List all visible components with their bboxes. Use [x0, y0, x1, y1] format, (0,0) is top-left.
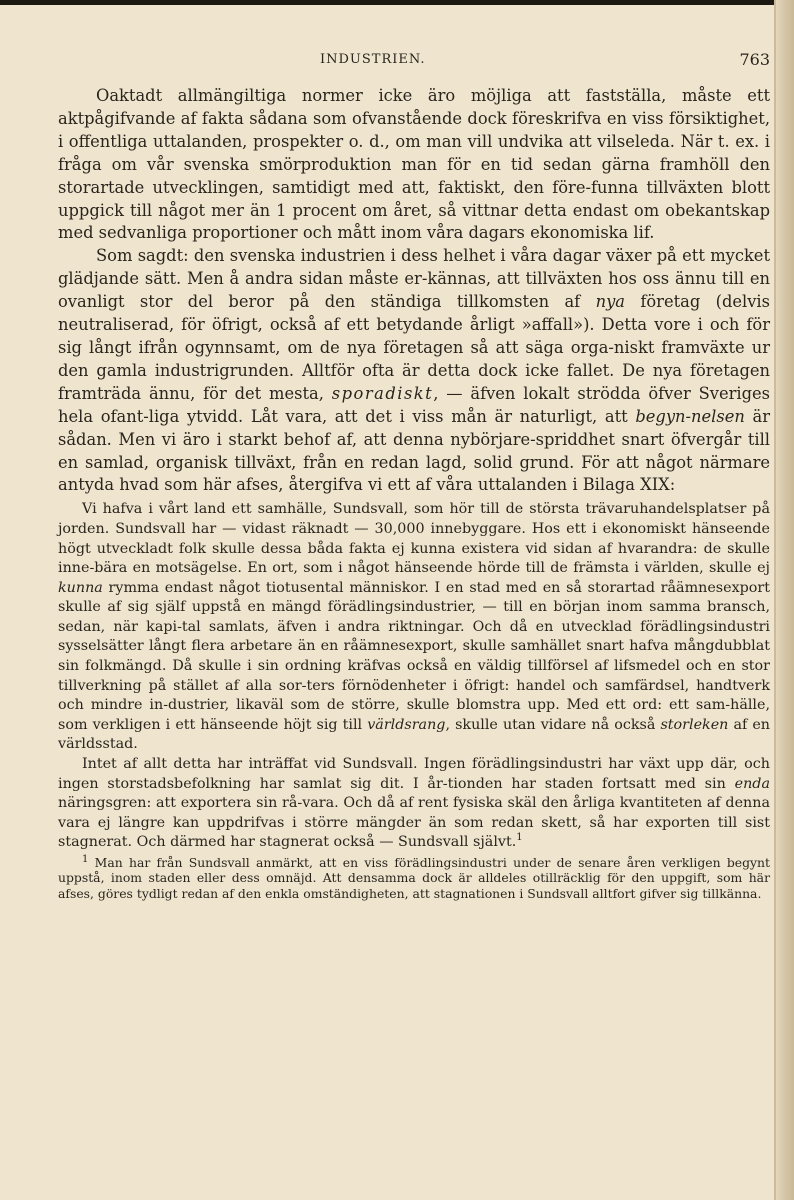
quote-paragraph-1	[58, 500, 770, 755]
paragraph-1: Oaktadt allmängiltiga normer icke äro möjliga att fastställa, måste ett aktpågifvande af fakta sådana som ofvanstående dock föreskrifva en viss försiktighet, i offentliga uttalanden, prospekter o. d., om man vill undvika att vilseleda. När t. ex. i fråga om vår svenska smörproduktion man för en tid sedan gärna framhöll den storartade utvecklingen, samtidigt med att, faktiskt, den före-funna tillväxten blott uppgick till något mer än 1 procent om året, så vittnar detta endast om obekantskap med sedvanliga proportioner och mått inom våra dagars ekonomiska lif.	[58, 86, 770, 243]
running-title: INDUSTRIEN.	[320, 52, 426, 67]
body-text	[58, 85, 770, 901]
emphasis-nya: nya	[595, 292, 625, 312]
page-header	[58, 50, 770, 72]
quote-paragraph-2	[58, 755, 770, 853]
emphasis-varldsrang: världsrang	[367, 716, 446, 733]
emphasis-enda: enda	[734, 775, 770, 792]
quote-1-text: Vi hafva i vårt land ett samhälle, Sundsvall, som hör till de största trävaruhandelsplatser på jorden. Sundsvall har — vidast räknadt — 30,000 innebyggare. Hos ett i ekonomiskt hänseende högt utveckladt folk skulle dessa båda fakta ej kunna existera vid sidan af hvarandra: de skulle inne-bära en motsägelse. En ort, som i något hänseende hörde till de främsta i världen, skulle ej	[58, 501, 770, 577]
emphasis-sporadiskt: sporadiskt	[331, 383, 434, 403]
paragraph-2-text: företag (delvis neutraliserad, för öfrigt, också af ett betydande årligt »affall»). Detta vore i och för sig långt ifrån ogynnsamt, om de nya företagen så att säga orga-niskt framväxte ur den gamla industrigrunden. Alltför ofta är detta dock icke fallet. De nya företagen framträda ännu, för det mesta,	[58, 292, 770, 403]
paragraph-2	[58, 245, 770, 497]
paragraph-2-text: Som sagdt: den svenska industrien i dess helhet i våra dagar växer på ett mycket glädjande sätt. Men å andra sidan måste er-kännas, att tillväxten hos oss ännu till en ovanligt stor del beror på den ständiga tillkomsten af	[58, 246, 770, 312]
footnote-reference: 1	[516, 832, 523, 844]
page-gutter-edge	[776, 0, 794, 1200]
page-top-edge	[0, 0, 794, 5]
footnote-text: Man har från Sundsvall anmärkt, att en viss förädlingsindustri under de senare åren verkligen begynt uppstå, inom staden eller dess omnäjd. Att densamma dock är alldeles otillräcklig för den uppgift, som här afses, göres tydligt redan af den enkla omständigheten, att stagnationen i Sundsvall alltfort gifver sig tillkänna.	[58, 855, 770, 901]
quote-2-text: Intet af allt detta har inträffat vid Sundsvall. Ingen förädlingsindustri har växt upp där, och ingen storstadsbefolkning har samlat sig dit. I år-tionden har staden fortsatt med sin	[58, 756, 770, 792]
emphasis-kunna: kunna	[58, 579, 103, 596]
quote-1-text: , skulle utan vidare nå också	[445, 716, 661, 733]
paragraph-2-text: är sådan. Men vi äro i starkt behof af, att denna nybörjare-spriddhet snart öfvergår till en samlad, organisk tillväxt, från en redan lagd, solid grund. För att något närmare antyda hvad som här afses, återgifva vi ett af våra uttalanden i Bilaga XIX:	[58, 406, 771, 495]
quote-2-text: näringsgren: att exportera sin rå-vara. Och då af rent fysiska skäl den årliga kvantiteten af denna vara ej längre kan uppdrifvas i större mängder än som redan skett, så har exporten till sist stagnerat. Och därmed har stagnerat också — Sundsvall självt.	[58, 795, 770, 851]
paragraph-2-text: , — äfven lokalt strödda öfver Sveriges hela ofant-liga ytvidd. Låt vara, att det i viss mån är naturligt, att	[58, 383, 770, 426]
quote-1-text: rymma endast något tiotusental människor. I en stad med en så storartad råämnesexport skulle af sig själf uppstå en mängd förädlingsindustrier, — till en början inom samma bransch, sedan, när kapi-tal samlats, äfven i andra riktningar. Och då en utvecklad förädlingsindustri sysselsätter långt flera arbetare än en råämnesexport, skulle samhället snart hafva mångdubblat sin folkmängd. Då skulle i sin ordning kräfvas också en väldig tillförsel af lifsmedel och en stor tillverkning på stället af alla sor-ters förnödenheter i öfrigt: handel och samfärdsel, handtverk och mindre in-dustrier, likaväl som de större, skulle blomstra upp. Med ett ord: ett sam-hälle, som verkligen i ett hänseende höjt sig till	[58, 579, 770, 733]
footnote	[58, 855, 770, 901]
emphasis-begynnelsen: begyn-nelsen	[635, 406, 745, 426]
page-number: 763	[739, 50, 770, 69]
footnote-marker: 1	[82, 853, 89, 865]
quote-1-text: af en världsstad.	[58, 716, 771, 753]
emphasis-storleken: storleken	[660, 716, 729, 733]
